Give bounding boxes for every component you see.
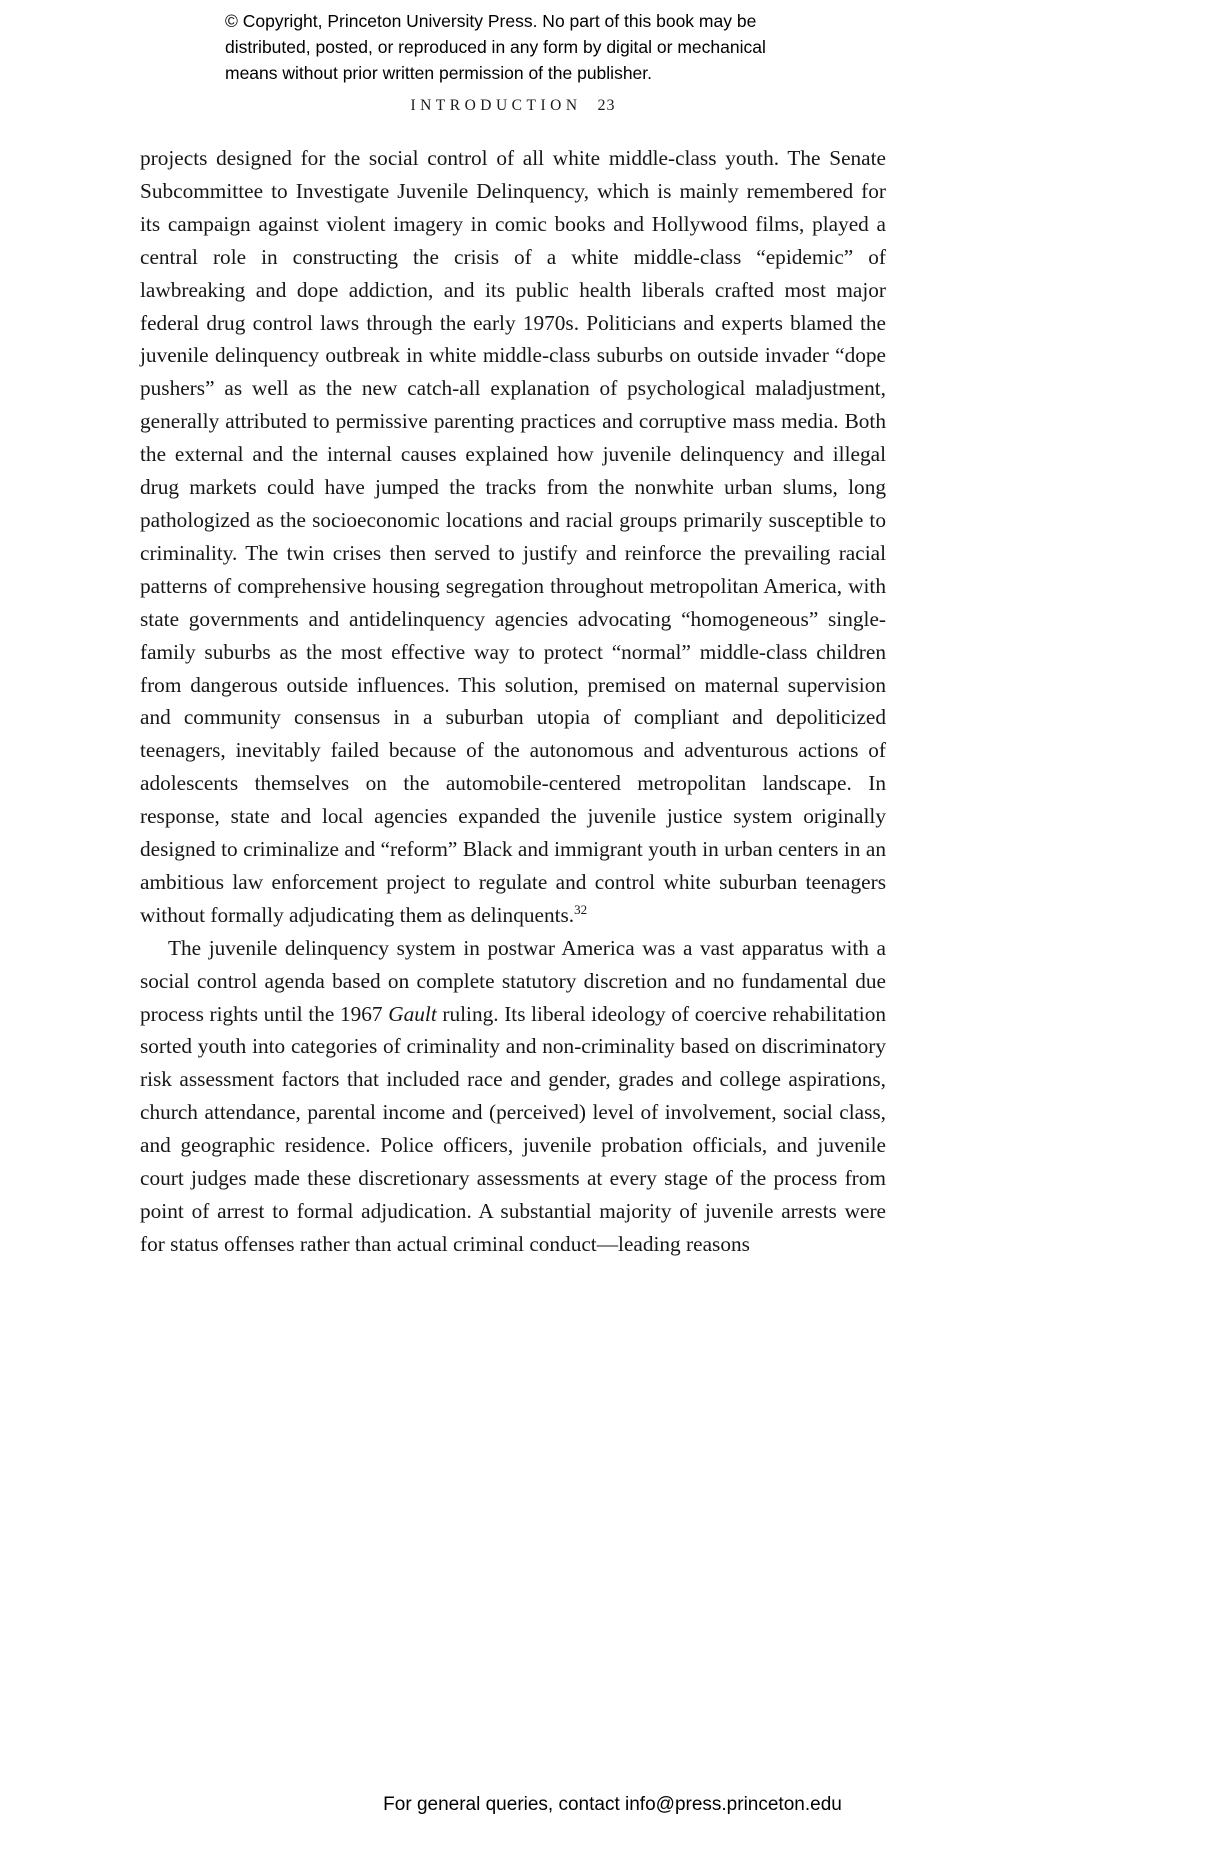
italic-case-name: Gault: [388, 1001, 437, 1026]
copyright-line: distributed, posted, or reproduced in any form by digital or mechanical: [225, 37, 766, 57]
running-head-title: INTRODUCTION: [410, 97, 582, 114]
copyright-line: © Copyright, Princeton University Press. No part of this book may be: [225, 11, 757, 31]
copyright-line: means without prior written permission of the publisher.: [225, 63, 653, 83]
paragraph-text: projects designed for the social control of all white middle-class youth. The Senate Subcommittee to Investigate Juvenile Delinquency, which is mainly remembered for its campaign against violent imagery in comic books and Hollywood films, played a central role in constructing the crisis of a white middle-class “epidemic” of lawbreaking and dope addiction, and its public health liberals crafted most major federal drug control laws through the early 1970s. Politicians and experts blamed the juvenile delinquency outbreak in white middle-class suburbs on outside invader “dope pushers” as well as the new catch-all explanation of psychological maladjustment, generally attributed to permissive parenting practices and corruptive mass media. Both the external and the internal causes explained how juvenile delinquency and illegal drug markets could have jumped the tracks from the nonwhite urban slums, long pathologized as the socioeconomic locations and racial groups primarily susceptible to criminality. The twin crises then served to justify and reinforce the prevailing racial patterns of comprehensive housing segregation throughout metropolitan America, with state governments and antidelinquency agencies advocating “homogeneous” single-family suburbs as the most effective way to protect “normal” middle-class children from dangerous outside influences. This solution, premised on maternal supervision and community consensus in a suburban utopia of compliant and depoliticized teenagers, inevitably failed because of the autonomous and adventurous actions of adolescents themselves on the automobile-centered metropolitan landscape. In response, state and local agencies expanded the juvenile justice system originally designed to criminalize and “reform” Black and immigrant youth in urban centers in an ambitious law enforcement project to regulate and control white suburban teenagers without formally adjudicating them as delinquents.: [140, 146, 886, 927]
footnote-reference: 32: [574, 901, 588, 917]
running-head: [140, 97, 886, 115]
paragraph: [140, 142, 886, 932]
body-text: [140, 142, 886, 1261]
paragraph-text: ruling. Its liberal ideology of coercive rehabilitation sorted youth into categories of criminality and non-criminality based on discriminatory risk assessment factors that included race and gender, grades and college aspirations, church attendance, parental income and (perceived) level of involvement, social class, and geographic residence. Police officers, juvenile probation officials, and juvenile court judges made these discretionary assessments at every stage of the process from point of arrest to formal adjudication. A substantial majority of juvenile arrests were for status offenses rather than actual criminal conduct—leading reasons: [140, 1001, 886, 1256]
footer-contact: For general queries, contact info@press.princeton.edu: [383, 1794, 842, 1815]
paragraph: [140, 932, 886, 1261]
paragraph-text: The juvenile delinquency system in postwar America was a vast apparatus with a social control agenda based on complete statutory discretion and no fundamental due process rights until the 1967: [140, 935, 886, 1026]
page-number: 23: [597, 97, 616, 114]
copyright-notice: [225, 8, 865, 86]
